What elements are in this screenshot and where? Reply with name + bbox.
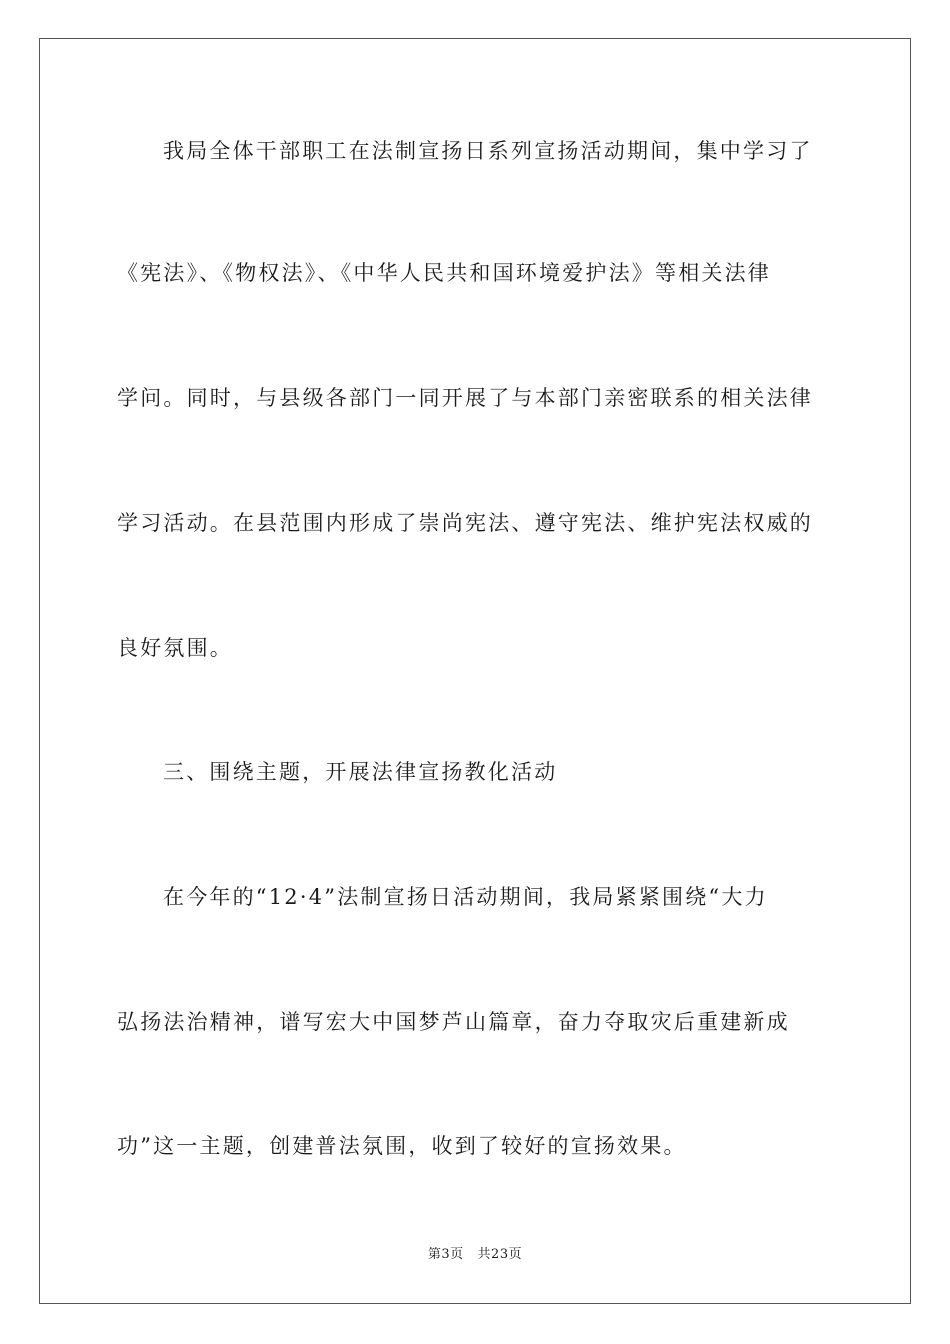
paragraph-1-line-4: 学习活动。在县范围内形成了崇尚宪法、遵守宪法、维护宪法权威的 [117, 511, 813, 535]
paragraph-1-line-3: 学问。同时，与县级各部门一同开展了与本部门亲密联系的相关法律 [117, 386, 813, 410]
paragraph-1-line-5: 良好氛围。 [117, 636, 233, 660]
page-border [39, 38, 911, 1304]
paragraph-1-line-1: 我局全体干部职工在法制宣扬日系列宣扬活动期间，集中学习了 [163, 139, 813, 163]
paragraph-3-line-2: 弘扬法治精神，谱写宏大中国梦芦山篇章，奋力夺取灾后重建新成 [117, 1010, 790, 1034]
paragraph-3-line-3: 功”这一主题，创建普法氛围，收到了较好的宣扬效果。 [117, 1134, 687, 1158]
paragraph-3-line-1: 在今年的“12·4”法制宣扬日活动期间，我局紧紧围绕“大力 [163, 885, 768, 909]
section-heading: 三、围绕主题，开展法律宣扬教化活动 [163, 760, 558, 784]
paragraph-1-line-2: 《宪法》、《物权法》、《中华人民共和国环境爱护法》等相关法律 [117, 261, 771, 285]
page-footer: 第3页 共23页 [427, 1247, 523, 1262]
